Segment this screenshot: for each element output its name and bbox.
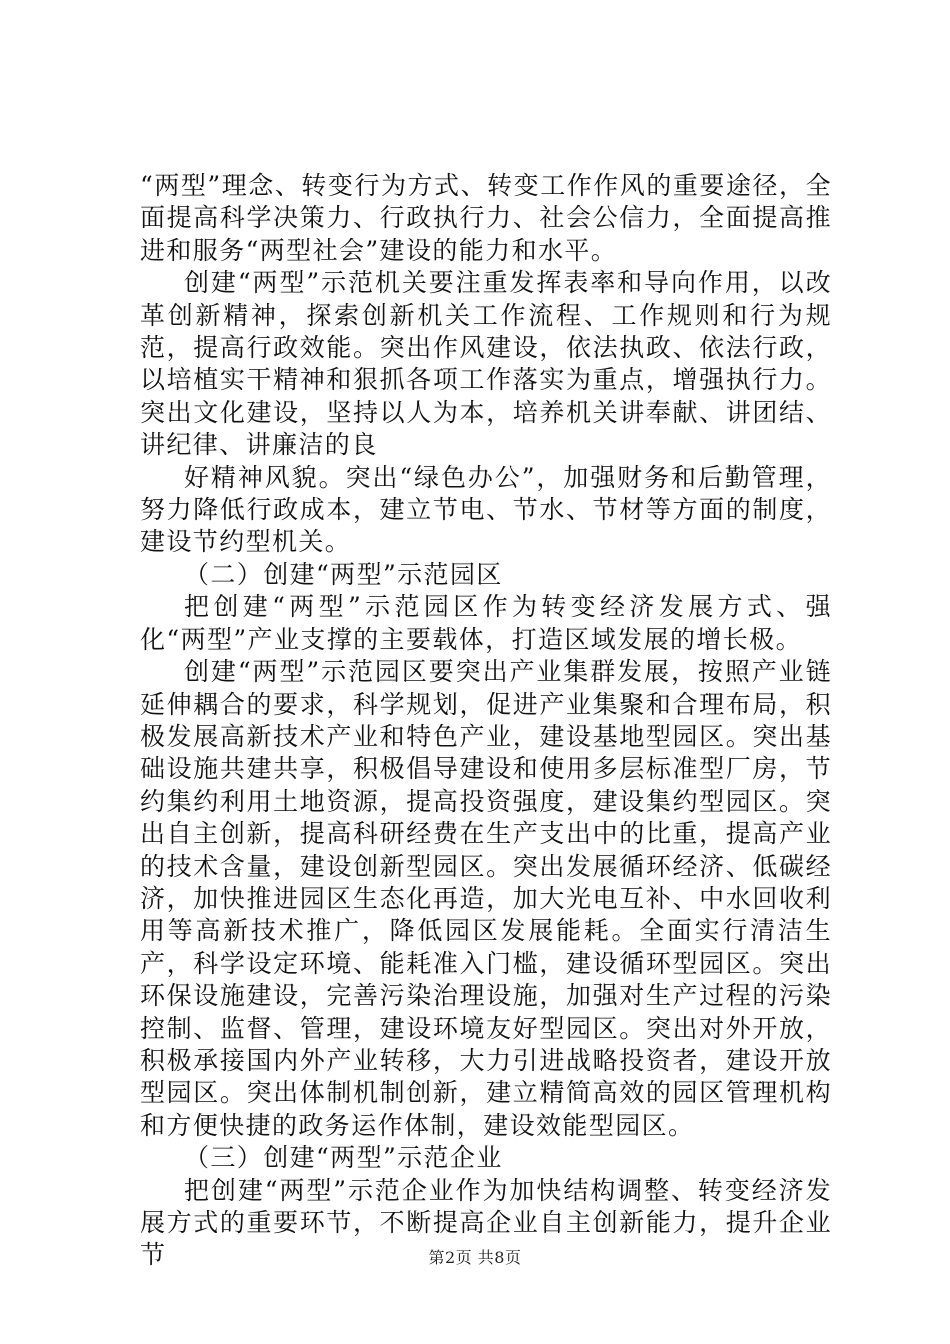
document-body bbox=[140, 170, 832, 1272]
paragraph-park-intro: 把创建“两型”示范园区作为转变经济发展方式、强化“两型”产业支撑的主要载体，打造区域发展的增长极。 bbox=[140, 592, 832, 654]
section-heading-park: （二）创建“两型”示范园区 bbox=[184, 559, 503, 589]
paragraph-green-office: 好精神风貌。突出“绿色办公”，加强财务和后勤管理，努力降低行政成本，建立节电、节水、节材等方面的制度，建设节约型机关。 bbox=[140, 462, 832, 557]
paragraph-model-organ: 创建“两型”示范机关要注重发挥表率和导向作用，以改革创新精神，探索创新机关工作流程、工作规则和行为规范，提高行政效能。突出作风建设，依法执政、依法行政，以培植实干精神和狠抓各项工作落实为重点，增强执行力。突出文化建设，坚持以人为本，培养机关讲奉献、讲团结、讲纪律、讲廉洁的良 bbox=[140, 268, 832, 460]
paragraph-continued: “两型”理念、转变行为方式、转变工作作风的重要途径，全面提高科学决策力、行政执行力、社会公信力，全面提高推进和服务“两型社会”建设的能力和水平。 bbox=[140, 171, 832, 265]
section-heading-enterprise: （三）创建“两型”示范企业 bbox=[184, 1143, 503, 1173]
paragraph-enterprise-intro: 把创建“两型”示范企业作为加快结构调整、转变经济发展方式的重要环节，不断提高企业自主创新能力，提升企业节 bbox=[140, 1175, 832, 1270]
paragraph-park-detail: 创建“两型”示范园区要突出产业集群发展，按照产业链延伸耦合的要求，科学规划，促进产业集聚和合理布局，积极发展高新技术产业和特色产业，建设基地型园区。突出基础设施共建共享，积极倡导建设和使用多层标准型厂房，节约集约利用土地资源，提高投资强度，建设集约型园区。突出自主创新，提高科研经费在生产支出中的比重，提高产业的技术含量，建设创新型园区。突出发展循环经济、低碳经济，加快推进园区生态化再造，加大光电互补、中水回收利用等高新技术推广，降低园区发展能耗。全面实行清洁生产，科学设定环境、能耗准入门槛，建设循环型园区。突出环保设施建设，完善污染治理设施，加强对生产过程的污染控制、监督、管理，建设环境友好型园区。突出对外开放，积极承接国内外产业转移，大力引进战略投资者，建设开放型园区。突出体制机制创新，建立精简高效的园区管理机构和方便快捷的政务运作体制，建设效能型园区。 bbox=[140, 657, 832, 1140]
page-footer: 第2页 共8页 bbox=[428, 1248, 522, 1267]
